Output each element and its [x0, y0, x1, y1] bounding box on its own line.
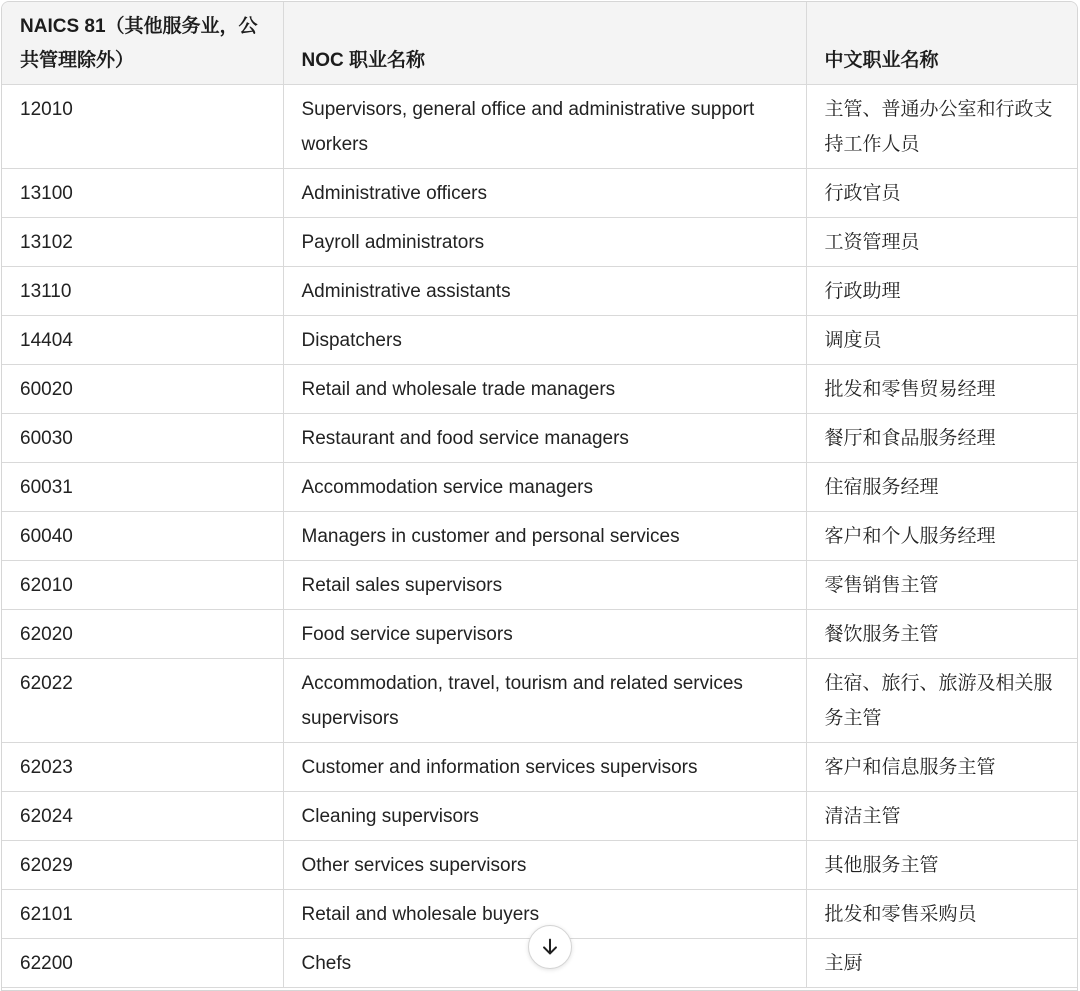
- cell-noc-title: Supervisors, general office and administrative support workers: [283, 84, 806, 168]
- table-row: [2, 511, 1078, 560]
- cell-noc-title: Retail sales supervisors: [283, 560, 806, 609]
- header-chinese-title: 中文职业名称: [806, 2, 1078, 84]
- cell-noc-title: Administrative officers: [283, 168, 806, 217]
- table-row: [2, 560, 1078, 609]
- cell-noc-title: Food service supervisors: [283, 609, 806, 658]
- cell-chinese-title: 清洁主管: [806, 791, 1078, 840]
- cell-code: 13110: [2, 266, 283, 315]
- cell-chinese-title: 住宿服务经理: [806, 462, 1078, 511]
- cell-chinese-title: 主厨: [806, 938, 1078, 987]
- cell-chinese-title: 住宿、旅行、旅游及相关服务主管: [806, 658, 1078, 742]
- cell-chinese-title: 行政助理: [806, 266, 1078, 315]
- table-row: [2, 413, 1078, 462]
- cell-noc-title: Retail and wholesale trade managers: [283, 364, 806, 413]
- cell-code: 62029: [2, 840, 283, 889]
- cell-code: 62020: [2, 609, 283, 658]
- cell-chinese-title: 客户和信息服务主管: [806, 742, 1078, 791]
- cell-noc-title: Chefs: [283, 938, 806, 987]
- cell-code: 60030: [2, 413, 283, 462]
- table-row: [2, 742, 1078, 791]
- cell-noc-title: Restaurant and food service managers: [283, 413, 806, 462]
- arrow-down-icon: [539, 936, 561, 958]
- scroll-to-bottom-button[interactable]: [528, 925, 572, 969]
- occupation-table: [2, 2, 1078, 988]
- cell-noc-title: Administrative assistants: [283, 266, 806, 315]
- table-row: [2, 791, 1078, 840]
- table-row: [2, 840, 1078, 889]
- table-header: [2, 2, 1078, 84]
- cell-chinese-title: 批发和零售贸易经理: [806, 364, 1078, 413]
- cell-chinese-title: 餐厅和食品服务经理: [806, 413, 1078, 462]
- cell-code: 12010: [2, 84, 283, 168]
- cell-chinese-title: 餐饮服务主管: [806, 609, 1078, 658]
- cell-chinese-title: 主管、普通办公室和行政支持工作人员: [806, 84, 1078, 168]
- cell-code: 62101: [2, 889, 283, 938]
- table-body: [2, 84, 1078, 987]
- table-row: [2, 658, 1078, 742]
- occupation-table-container: [1, 1, 1078, 991]
- cell-noc-title: Other services supervisors: [283, 840, 806, 889]
- cell-code: 13100: [2, 168, 283, 217]
- cell-code: 60040: [2, 511, 283, 560]
- cell-code: 62023: [2, 742, 283, 791]
- cell-noc-title: Managers in customer and personal services: [283, 511, 806, 560]
- cell-chinese-title: 客户和个人服务经理: [806, 511, 1078, 560]
- table-row: [2, 84, 1078, 168]
- cell-code: 14404: [2, 315, 283, 364]
- header-noc-title: NOC 职业名称: [283, 2, 806, 84]
- cell-code: 62010: [2, 560, 283, 609]
- cell-chinese-title: 批发和零售采购员: [806, 889, 1078, 938]
- header-naics: NAICS 81（其他服务业，公共管理除外）: [2, 2, 283, 84]
- cell-noc-title: Customer and information services supervisors: [283, 742, 806, 791]
- header-row: [2, 2, 1078, 84]
- cell-noc-title: Dispatchers: [283, 315, 806, 364]
- table-row: [2, 364, 1078, 413]
- cell-chinese-title: 其他服务主管: [806, 840, 1078, 889]
- cell-code: 62024: [2, 791, 283, 840]
- table-row: [2, 168, 1078, 217]
- cell-code: 62200: [2, 938, 283, 987]
- table-row: [2, 609, 1078, 658]
- table-row: [2, 266, 1078, 315]
- cell-noc-title: Retail and wholesale buyers: [283, 889, 806, 938]
- cell-chinese-title: 零售销售主管: [806, 560, 1078, 609]
- cell-code: 62022: [2, 658, 283, 742]
- cell-noc-title: Payroll administrators: [283, 217, 806, 266]
- cell-chinese-title: 工资管理员: [806, 217, 1078, 266]
- cell-code: 60031: [2, 462, 283, 511]
- cell-noc-title: Accommodation service managers: [283, 462, 806, 511]
- cell-chinese-title: 行政官员: [806, 168, 1078, 217]
- table-row: [2, 315, 1078, 364]
- cell-noc-title: Cleaning supervisors: [283, 791, 806, 840]
- cell-chinese-title: 调度员: [806, 315, 1078, 364]
- cell-code: 60020: [2, 364, 283, 413]
- table-row: [2, 462, 1078, 511]
- table-row: [2, 217, 1078, 266]
- cell-code: 13102: [2, 217, 283, 266]
- cell-noc-title: Accommodation, travel, tourism and related services supervisors: [283, 658, 806, 742]
